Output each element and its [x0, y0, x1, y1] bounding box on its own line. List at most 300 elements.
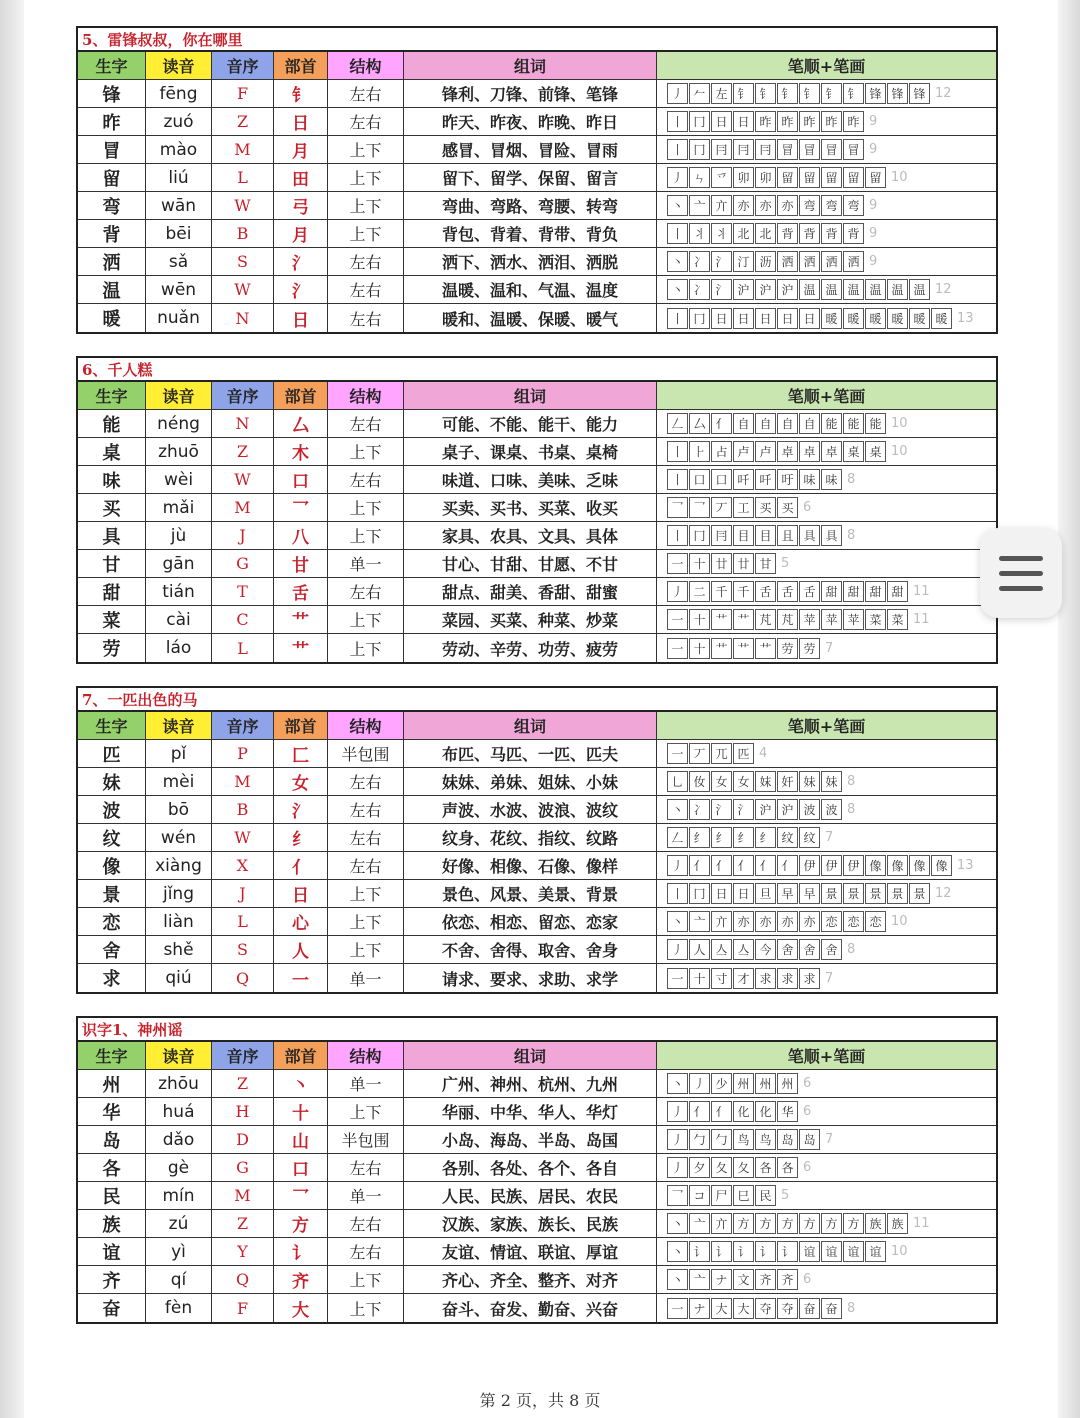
- stroke-step-box: 背: [821, 223, 842, 244]
- cell-initial: L: [212, 908, 274, 935]
- cell-radical: 甘: [274, 550, 328, 577]
- stroke-step-box: 求: [755, 968, 776, 989]
- column-header-initial: 音序: [212, 382, 274, 409]
- stroke-step-box: 亦: [799, 911, 820, 932]
- stroke-step-box: 少: [711, 1073, 732, 1094]
- stroke-step-box: 大: [733, 1298, 754, 1319]
- column-header-initial: 音序: [212, 1042, 274, 1069]
- cell-pinyin: wān: [146, 192, 212, 219]
- cell-radical: 艹: [274, 634, 328, 662]
- cell-initial: Q: [212, 964, 274, 992]
- stroke-step-box: 亠: [689, 1213, 710, 1234]
- stroke-step-box: 景: [909, 883, 930, 904]
- cell-structure: 上下: [328, 164, 404, 191]
- stroke-step-box: 氵: [711, 251, 732, 272]
- stroke-step-box: 暖: [865, 308, 886, 329]
- stroke-step-box: 弯: [821, 195, 842, 216]
- column-header-structure: 结构: [328, 1042, 404, 1069]
- stroke-step-box: 舍: [777, 939, 798, 960]
- stroke-step-box: 丶: [667, 1241, 688, 1262]
- column-header-initial: 音序: [212, 52, 274, 79]
- stroke-step-box: 丶: [667, 251, 688, 272]
- table-row: [78, 852, 996, 880]
- cell-pinyin: bō: [146, 796, 212, 823]
- stroke-step-box: 丿: [689, 1073, 710, 1094]
- table-row: [78, 1098, 996, 1126]
- stroke-step-box: 奸: [777, 771, 798, 792]
- stroke-step-box: 卢: [755, 441, 776, 462]
- stroke-step-box: 厶: [689, 413, 710, 434]
- stroke-step-box: 冂: [689, 883, 710, 904]
- hamburger-icon-line: [999, 571, 1043, 576]
- stroke-order-cell: [657, 1154, 996, 1181]
- stroke-step-box: 昨: [843, 111, 864, 132]
- cell-words: 好像、相像、石像、像样: [404, 852, 657, 879]
- cell-structure: 上下: [328, 936, 404, 963]
- cell-radical: 氵: [274, 276, 328, 303]
- cell-radical: 匚: [274, 740, 328, 767]
- stroke-step-box: 二: [689, 581, 710, 602]
- stroke-step-box: 丿: [667, 83, 688, 104]
- stroke-step-box: 纟: [689, 827, 710, 848]
- stroke-count: 5: [781, 556, 790, 571]
- cell-initial: H: [212, 1098, 274, 1125]
- cell-char: 具: [78, 522, 146, 549]
- cell-words: 味道、口味、美味、乏味: [404, 466, 657, 493]
- cell-pinyin: láo: [146, 634, 212, 662]
- stroke-step-box: 菜: [865, 609, 886, 630]
- stroke-step-box: 谊: [843, 1241, 864, 1262]
- stroke-order-cell: [657, 438, 996, 465]
- stroke-step-box: 甜: [821, 581, 842, 602]
- stroke-step-box: 一: [667, 609, 688, 630]
- section-title: 识字1、神州谣: [78, 1018, 996, 1042]
- table-row: [78, 522, 996, 550]
- stroke-count: 4: [759, 746, 768, 761]
- stroke-step-box: 弯: [799, 195, 820, 216]
- cell-initial: F: [212, 80, 274, 107]
- stroke-count: 9: [869, 198, 878, 213]
- cell-initial: N: [212, 410, 274, 437]
- cell-words: 洒下、洒水、洒泪、洒脱: [404, 248, 657, 275]
- stroke-step-box: 谊: [865, 1241, 886, 1262]
- stroke-order-cell: [657, 1126, 996, 1153]
- cell-initial: G: [212, 1154, 274, 1181]
- cell-pinyin: zhōu: [146, 1070, 212, 1097]
- cell-structure: 单一: [328, 964, 404, 992]
- cell-char: 景: [78, 880, 146, 907]
- stroke-step-box: 文: [733, 1269, 754, 1290]
- stroke-order-cell: [657, 522, 996, 549]
- stroke-step-box: 纟: [733, 827, 754, 848]
- stroke-step-box: 廿: [711, 553, 732, 574]
- cell-radical: 大: [274, 1294, 328, 1322]
- cell-initial: S: [212, 936, 274, 963]
- cell-structure: 上下: [328, 880, 404, 907]
- cell-words: 锋利、刀锋、前锋、笔锋: [404, 80, 657, 107]
- stroke-step-box: 十: [689, 638, 710, 659]
- stroke-step-box: 汀: [733, 251, 754, 272]
- cell-initial: B: [212, 220, 274, 247]
- table-row: [78, 634, 996, 662]
- stroke-step-box: 一: [667, 968, 688, 989]
- cell-radical: 舌: [274, 578, 328, 605]
- stroke-step-box: 弯: [843, 195, 864, 216]
- cell-words: 广州、神州、杭州、九州: [404, 1070, 657, 1097]
- cell-initial: D: [212, 1126, 274, 1153]
- cell-radical: 钅: [274, 80, 328, 107]
- cell-char: 能: [78, 410, 146, 437]
- stroke-step-box: 留: [865, 167, 886, 188]
- cell-char: 齐: [78, 1266, 146, 1293]
- cell-structure: 左右: [328, 768, 404, 795]
- table-row: [78, 410, 996, 438]
- cell-pinyin: qiú: [146, 964, 212, 992]
- stroke-step-box: 口: [689, 469, 710, 490]
- stroke-step-box: 温: [799, 279, 820, 300]
- stroke-step-box: 丶: [667, 911, 688, 932]
- stroke-step-box: 丬: [711, 223, 732, 244]
- cell-structure: 半包围: [328, 740, 404, 767]
- stroke-count: 6: [803, 1104, 812, 1119]
- stroke-step-box: 早: [799, 883, 820, 904]
- stroke-count: 8: [847, 528, 856, 543]
- cell-char: 波: [78, 796, 146, 823]
- cell-pinyin: fēng: [146, 80, 212, 107]
- stroke-step-box: 锋: [887, 83, 908, 104]
- cell-radical: 山: [274, 1126, 328, 1153]
- hamburger-icon-line: [999, 586, 1043, 591]
- stroke-count: 12: [935, 282, 952, 297]
- cell-pinyin: jù: [146, 522, 212, 549]
- cell-words: 妹妹、弟妹、姐妹、小妹: [404, 768, 657, 795]
- stroke-step-box: 景: [843, 883, 864, 904]
- stroke-step-box: 苹: [799, 609, 820, 630]
- cell-pinyin: xiàng: [146, 852, 212, 879]
- stroke-step-box: 冂: [689, 308, 710, 329]
- page-footer: 第 2 页，共 8 页: [479, 1391, 601, 1410]
- column-header-pinyin: 读音: [146, 52, 212, 79]
- stroke-step-box: 纟: [755, 827, 776, 848]
- cell-words: 留下、留学、保留、留言: [404, 164, 657, 191]
- stroke-step-box: 亦: [755, 195, 776, 216]
- cell-structure: 上下: [328, 1266, 404, 1293]
- cell-structure: 上下: [328, 634, 404, 662]
- cell-pinyin: yì: [146, 1238, 212, 1265]
- stroke-count: 13: [957, 858, 974, 873]
- stroke-step-box: 亦: [777, 195, 798, 216]
- stroke-step-box: 桌: [843, 441, 864, 462]
- cell-words: 昨天、昨夜、昨晚、昨日: [404, 108, 657, 135]
- stroke-step-box: 沥: [755, 251, 776, 272]
- cell-radical: 八: [274, 522, 328, 549]
- table-row: [78, 1210, 996, 1238]
- column-header-char: 生字: [78, 1042, 146, 1069]
- stroke-step-box: 冂: [689, 525, 710, 546]
- cell-pinyin: mín: [146, 1182, 212, 1209]
- cell-pinyin: qí: [146, 1266, 212, 1293]
- stroke-step-box: 艹: [733, 638, 754, 659]
- stroke-step-box: 亦: [777, 911, 798, 932]
- cell-structure: 左右: [328, 1210, 404, 1237]
- stroke-count: 9: [869, 226, 878, 241]
- stroke-step-box: 华: [777, 1101, 798, 1122]
- stroke-step-box: 讠: [777, 1241, 798, 1262]
- cell-initial: C: [212, 606, 274, 633]
- stroke-step-box: 亦: [733, 195, 754, 216]
- stroke-step-box: 洒: [777, 251, 798, 272]
- stroke-order-cell: [657, 908, 996, 935]
- stroke-step-box: 千: [733, 581, 754, 602]
- cell-structure: 上下: [328, 220, 404, 247]
- column-header-strokes: 笔顺+笔画: [657, 1042, 996, 1069]
- stroke-step-box: 芃: [755, 609, 776, 630]
- stroke-order-cell: [657, 1266, 996, 1293]
- stroke-step-box: 冒: [799, 139, 820, 160]
- stroke-step-box: 妹: [821, 771, 842, 792]
- cell-structure: 上下: [328, 1098, 404, 1125]
- stroke-step-box: 目: [755, 525, 776, 546]
- cell-initial: M: [212, 494, 274, 521]
- cell-pinyin: mào: [146, 136, 212, 163]
- stroke-step-box: 亣: [711, 195, 732, 216]
- menu-button[interactable]: [980, 528, 1062, 618]
- column-header-words: 组词: [404, 1042, 657, 1069]
- cell-structure: 单一: [328, 1070, 404, 1097]
- stroke-step-box: 日: [777, 308, 798, 329]
- stroke-step-box: 能: [865, 413, 886, 434]
- stroke-step-box: 留: [843, 167, 864, 188]
- stroke-step-box: 舍: [799, 939, 820, 960]
- stroke-count: 7: [825, 640, 834, 656]
- stroke-step-box: 亻: [711, 855, 732, 876]
- cell-pinyin: dǎo: [146, 1126, 212, 1153]
- cell-radical: 氵: [274, 248, 328, 275]
- stroke-count: 10: [891, 914, 908, 929]
- stroke-step-box: 甘: [755, 553, 776, 574]
- stroke-step-box: 方: [799, 1213, 820, 1234]
- stroke-step-box: 丬: [689, 223, 710, 244]
- stroke-step-box: 甜: [865, 581, 886, 602]
- cell-pinyin: wén: [146, 824, 212, 851]
- stroke-step-box: 北: [755, 223, 776, 244]
- stroke-step-box: 纹: [777, 827, 798, 848]
- stroke-step-box: 昨: [755, 111, 776, 132]
- stroke-step-box: 州: [755, 1073, 776, 1094]
- stroke-step-box: 冒: [777, 139, 798, 160]
- stroke-count: 12: [935, 886, 952, 901]
- stroke-count: 9: [869, 114, 878, 129]
- stroke-step-box: 卓: [799, 441, 820, 462]
- stroke-step-box: ⺊: [689, 441, 710, 462]
- cell-words: 各别、各处、各个、各自: [404, 1154, 657, 1181]
- cell-structure: 左右: [328, 824, 404, 851]
- stroke-step-box: 锋: [865, 83, 886, 104]
- stroke-step-box: 洒: [821, 251, 842, 272]
- stroke-count: 6: [803, 1076, 812, 1091]
- stroke-step-box: 菜: [887, 609, 908, 630]
- stroke-step-box: 自: [755, 413, 776, 434]
- cell-pinyin: fèn: [146, 1294, 212, 1322]
- cell-radical: 氵: [274, 796, 328, 823]
- cell-initial: Y: [212, 1238, 274, 1265]
- stroke-step-box: 丆: [689, 743, 710, 764]
- cell-words: 甜点、甜美、香甜、甜蜜: [404, 578, 657, 605]
- cell-initial: W: [212, 276, 274, 303]
- stroke-count: 8: [847, 802, 856, 817]
- stroke-order-cell: [657, 852, 996, 879]
- cell-char: 像: [78, 852, 146, 879]
- lesson-section: [76, 1016, 998, 1324]
- table-row: [78, 164, 996, 192]
- cell-initial: X: [212, 852, 274, 879]
- stroke-step-box: 十: [689, 609, 710, 630]
- stroke-step-box: 丨: [667, 883, 688, 904]
- stroke-step-box: 丿: [667, 1129, 688, 1150]
- stroke-step-box: 波: [799, 799, 820, 820]
- stroke-step-box: 景: [887, 883, 908, 904]
- table-row: [78, 1266, 996, 1294]
- cell-structure: 上下: [328, 606, 404, 633]
- stroke-step-box: 才: [733, 968, 754, 989]
- cell-char: 弯: [78, 192, 146, 219]
- stroke-step-box: 丶: [667, 195, 688, 216]
- cell-char: 昨: [78, 108, 146, 135]
- stroke-step-box: 㚢: [689, 771, 710, 792]
- cell-radical: 口: [274, 466, 328, 493]
- cell-char: 妹: [78, 768, 146, 795]
- stroke-step-box: 巳: [733, 1185, 754, 1206]
- stroke-step-box: 乛: [667, 497, 688, 518]
- stroke-step-box: 钅: [755, 83, 776, 104]
- stroke-step-box: 亠: [689, 1269, 710, 1290]
- cell-words: 请求、要求、求助、求学: [404, 964, 657, 992]
- column-header-radical: 部首: [274, 1042, 328, 1069]
- cell-words: 纹身、花纹、指纹、纹路: [404, 824, 657, 851]
- cell-char: 温: [78, 276, 146, 303]
- stroke-count: 9: [869, 142, 878, 157]
- column-header-words: 组词: [404, 52, 657, 79]
- cell-char: 匹: [78, 740, 146, 767]
- stroke-step-box: 沪: [755, 279, 776, 300]
- stroke-order-cell: [657, 606, 996, 633]
- stroke-step-box: 丿: [667, 167, 688, 188]
- stroke-step-box: 𠂉: [689, 83, 710, 104]
- cell-radical: 日: [274, 108, 328, 135]
- cell-initial: M: [212, 768, 274, 795]
- stroke-step-box: ㄣ: [689, 167, 710, 188]
- stroke-step-box: 工: [733, 497, 754, 518]
- cell-initial: S: [212, 248, 274, 275]
- cell-radical: 日: [274, 304, 328, 332]
- stroke-step-box: 丨: [667, 111, 688, 132]
- stroke-step-box: 各: [777, 1157, 798, 1178]
- page-left-edge: [0, 0, 24, 1418]
- stroke-order-cell: [657, 796, 996, 823]
- cell-char: 岛: [78, 1126, 146, 1153]
- column-header-char: 生字: [78, 382, 146, 409]
- column-header-words: 组词: [404, 712, 657, 739]
- cell-pinyin: mèi: [146, 768, 212, 795]
- cell-char: 华: [78, 1098, 146, 1125]
- cell-words: 温暖、温和、气温、温度: [404, 276, 657, 303]
- stroke-step-box: 亻: [689, 1101, 710, 1122]
- table-row: [78, 1238, 996, 1266]
- stroke-step-box: 夂: [711, 1157, 732, 1178]
- stroke-step-box: 甜: [887, 581, 908, 602]
- cell-initial: L: [212, 634, 274, 662]
- stroke-step-box: 丨: [667, 469, 688, 490]
- stroke-count: 10: [891, 1244, 908, 1259]
- cell-initial: Z: [212, 1070, 274, 1097]
- stroke-step-box: 日: [733, 308, 754, 329]
- stroke-step-box: 冫: [689, 279, 710, 300]
- stroke-step-box: 昨: [777, 111, 798, 132]
- cell-char: 暖: [78, 304, 146, 332]
- stroke-step-box: 丶: [667, 1269, 688, 1290]
- stroke-step-box: 寸: [711, 968, 732, 989]
- stroke-step-box: 卢: [733, 441, 754, 462]
- stroke-count: 7: [825, 970, 834, 986]
- stroke-step-box: 舍: [821, 939, 842, 960]
- stroke-order-cell: [657, 1238, 996, 1265]
- table-row: [78, 80, 996, 108]
- cell-radical: 讠: [274, 1238, 328, 1265]
- stroke-step-box: 冃: [711, 525, 732, 546]
- stroke-step-box: 千: [711, 581, 732, 602]
- stroke-step-box: 占: [711, 441, 732, 462]
- cell-radical: 弓: [274, 192, 328, 219]
- stroke-step-box: 昨: [821, 111, 842, 132]
- cell-char: 菜: [78, 606, 146, 633]
- table-row: [78, 768, 996, 796]
- stroke-step-box: 味: [799, 469, 820, 490]
- stroke-step-box: 背: [777, 223, 798, 244]
- stroke-count: 6: [803, 1272, 812, 1287]
- stroke-step-box: 留: [799, 167, 820, 188]
- stroke-step-box: 冫: [689, 799, 710, 820]
- cell-radical: 木: [274, 438, 328, 465]
- stroke-step-box: 艹: [733, 609, 754, 630]
- cell-structure: 左右: [328, 796, 404, 823]
- lesson-section: [76, 686, 998, 994]
- cell-words: 不舍、舍得、取舍、舍身: [404, 936, 657, 963]
- stroke-count: 11: [913, 1216, 930, 1231]
- stroke-step-box: 吀: [733, 469, 754, 490]
- stroke-count: 10: [891, 416, 908, 431]
- stroke-step-box: 冒: [821, 139, 842, 160]
- column-header-structure: 结构: [328, 52, 404, 79]
- column-header-pinyin: 读音: [146, 712, 212, 739]
- table-row: [78, 276, 996, 304]
- cell-radical: 方: [274, 1210, 328, 1237]
- table-row: [78, 108, 996, 136]
- stroke-step-box: 日: [799, 308, 820, 329]
- stroke-step-box: 舌: [799, 581, 820, 602]
- table-row: [78, 304, 996, 332]
- stroke-step-box: 买: [777, 497, 798, 518]
- cell-pinyin: pǐ: [146, 740, 212, 767]
- cell-initial: W: [212, 824, 274, 851]
- cell-initial: Z: [212, 438, 274, 465]
- stroke-step-box: 像: [931, 855, 952, 876]
- cell-char: 族: [78, 1210, 146, 1237]
- stroke-order-cell: [657, 192, 996, 219]
- stroke-step-box: 冃: [733, 139, 754, 160]
- stroke-count: 8: [847, 774, 856, 789]
- cell-char: 各: [78, 1154, 146, 1181]
- table-row: [78, 136, 996, 164]
